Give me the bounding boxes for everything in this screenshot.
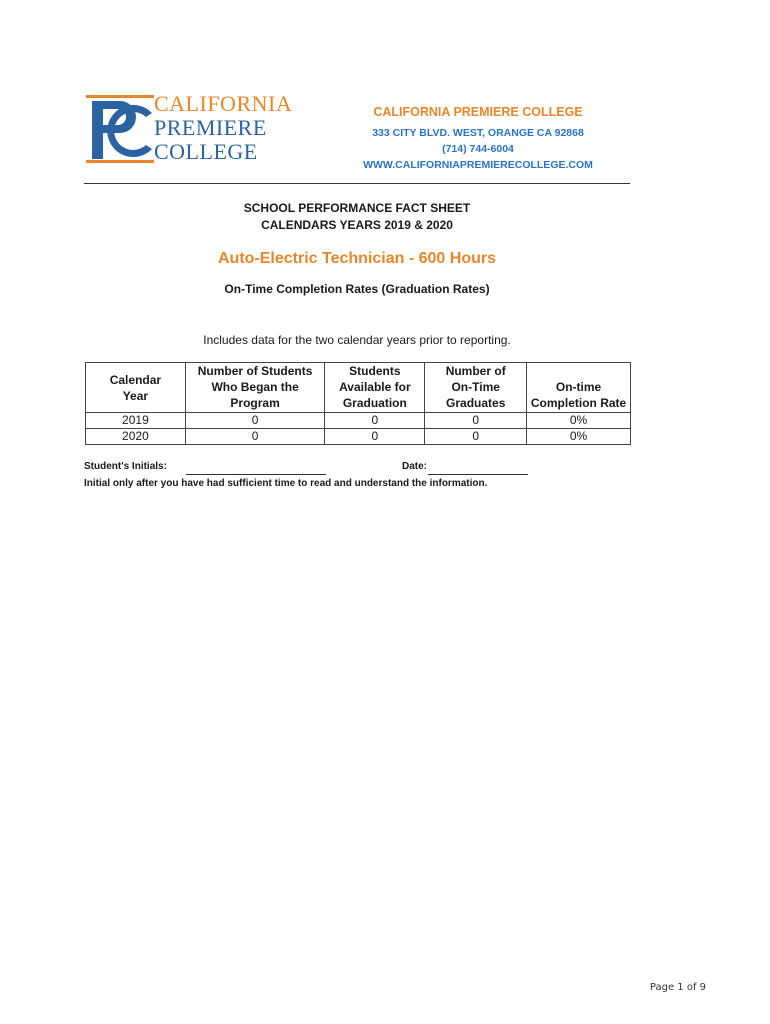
- logo-line-college: COLLEGE: [154, 139, 258, 164]
- table-header-row: [86, 363, 631, 413]
- logo-line-premiere: PREMIERE: [154, 115, 267, 140]
- cell-ontime: 0: [425, 429, 527, 445]
- cell-began: 0: [185, 413, 325, 429]
- header-students-available: Students Available for Graduation: [325, 363, 425, 413]
- initials-label: Student's Initials:: [84, 461, 167, 472]
- logo-line-california: CALIFORNIA: [154, 91, 293, 116]
- cell-available: 0: [325, 429, 425, 445]
- header-calendar-year: Calendar Year: [86, 363, 186, 413]
- initials-instruction: Initial only after you have had sufficient time to read and understand the information.: [84, 478, 488, 489]
- table-row: [86, 429, 631, 445]
- date-field[interactable]: [428, 474, 528, 475]
- date-label: Date:: [402, 461, 428, 472]
- data-note: Includes data for the two calendar years prior to reporting.: [203, 333, 511, 347]
- college-name: CALIFORNIA PREMIERE COLLEGE: [373, 105, 583, 119]
- header-completion-rate: On-time Completion Rate: [527, 363, 631, 413]
- sheet-title-line2: CALENDARS YEARS 2019 & 2020: [261, 218, 453, 232]
- college-address: 333 CITY BLVD. WEST, ORANGE CA 92868: [372, 127, 584, 139]
- completion-rates-table: [85, 362, 631, 445]
- cell-year: 2019: [86, 413, 186, 429]
- page-number: Page 1 of 9: [649, 982, 706, 993]
- table-row: [86, 413, 631, 429]
- initials-field[interactable]: [186, 474, 326, 475]
- header-students-began: Number of Students Who Began the Program: [185, 363, 325, 413]
- pc-monogram-icon: [86, 95, 154, 163]
- header-ontime-graduates: Number of On-Time Graduates: [425, 363, 527, 413]
- section-subheading: On-Time Completion Rates (Graduation Rates): [224, 282, 490, 296]
- cell-year: 2020: [86, 429, 186, 445]
- logo-wordmark: [154, 92, 292, 164]
- sheet-title: [84, 200, 630, 234]
- cell-ontime: 0: [425, 413, 527, 429]
- college-logo: [86, 92, 306, 168]
- contact-block: [330, 105, 626, 173]
- college-website: WWW.CALIFORNIAPREMIERECOLLEGE.COM: [363, 159, 593, 171]
- cell-rate: 0%: [527, 413, 631, 429]
- cell-available: 0: [325, 413, 425, 429]
- cell-rate: 0%: [527, 429, 631, 445]
- header-divider: [84, 183, 630, 184]
- college-phone: (714) 744-6004: [442, 143, 514, 155]
- sheet-title-line1: SCHOOL PERFORMANCE FACT SHEET: [243, 201, 471, 215]
- cell-began: 0: [185, 429, 325, 445]
- program-title: Auto-Electric Technician - 600 Hours: [218, 250, 496, 267]
